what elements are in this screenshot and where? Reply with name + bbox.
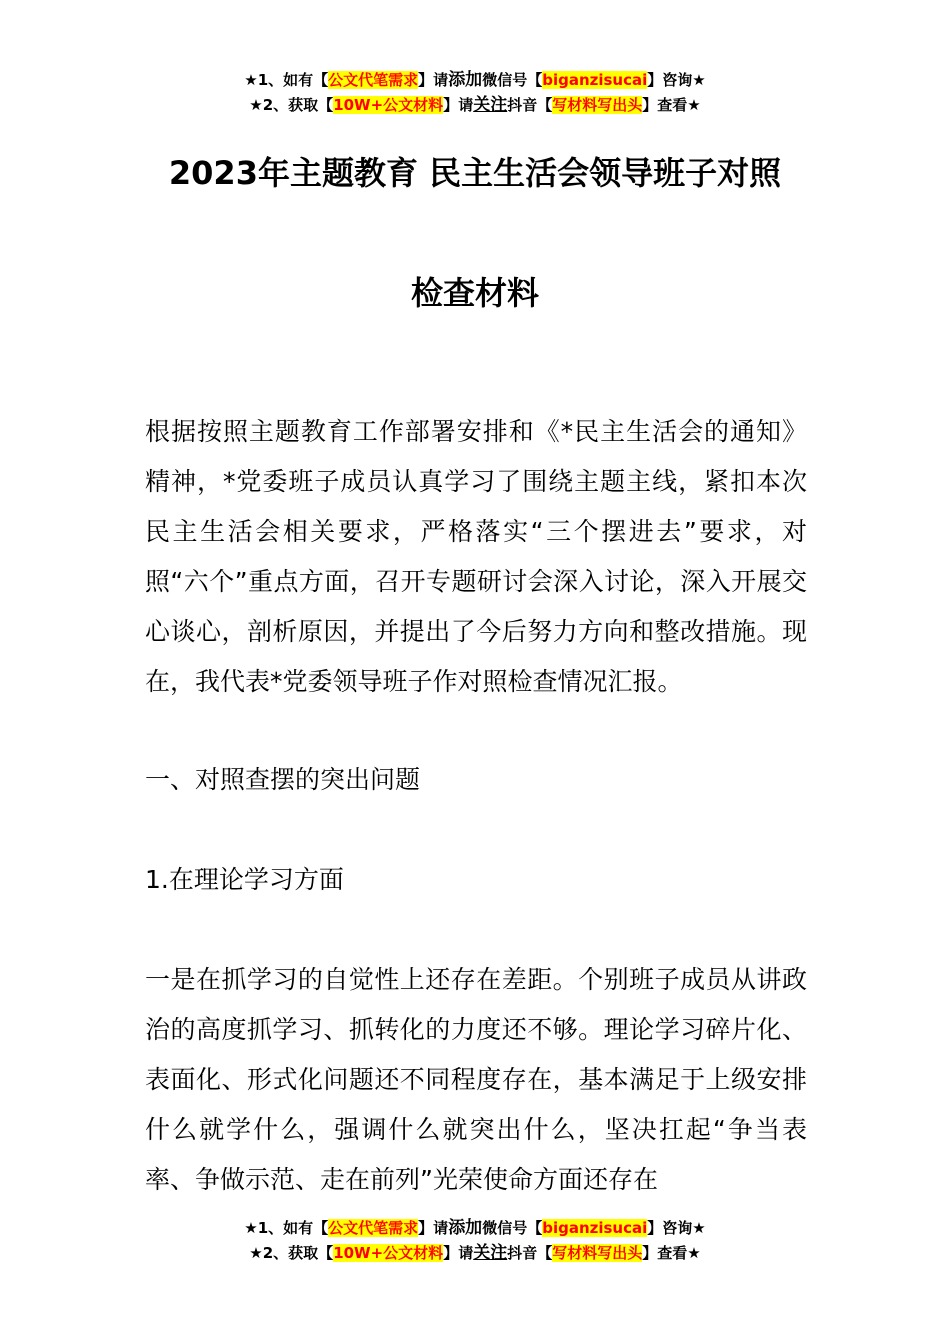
banner-text: ★1、如有【	[244, 71, 329, 89]
banner-highlight: 公文代笔需求	[328, 71, 419, 89]
banner-text: ★2、获取【	[249, 96, 334, 114]
banner-text: 抖音【	[507, 1244, 553, 1262]
banner-text: 】请	[443, 1244, 474, 1262]
banner-highlight: 写材料写出头	[552, 96, 643, 114]
footer-banner	[0, 1216, 950, 1266]
banner-line-2	[0, 1241, 950, 1266]
banner-text: ★2、获取【	[249, 1244, 334, 1262]
banner-text: 】咨询★	[647, 71, 706, 89]
banner-text: 】咨询★	[647, 1219, 706, 1237]
banner-emphasis: 添加	[448, 70, 483, 90]
banner-emphasis: 添加	[448, 1218, 483, 1238]
subsection-heading: 1.在理论学习方面	[145, 865, 344, 894]
banner-line-2	[0, 93, 950, 118]
banner-line-1	[0, 68, 950, 93]
banner-text: 】请	[418, 71, 449, 89]
banner-text: 】查看★	[642, 96, 701, 114]
document-title-line-2: 检查材料	[410, 274, 539, 312]
subsection-paragraph: 一是在抓学习的自觉性上还存在差距。个别班子成员从讲政治的高度抓学习、抓转化的力度还不够。理论学习碎片化、表面化、形式化问题还不同程度存在，基本满足于上级安排什么就学什么，强调什么就突出什么，坚决扛起“争当表率、争做示范、走在前列”光荣使命方面还存在	[145, 965, 807, 1194]
banner-highlight: 公文代笔需求	[328, 1219, 419, 1237]
banner-emphasis: 关注	[473, 1243, 508, 1263]
document-title-line-1: 2023年主题教育 民主生活会领导班子对照	[168, 154, 782, 192]
banner-highlight: biganzisucai	[542, 71, 648, 89]
banner-line-1	[0, 1216, 950, 1241]
banner-text: 】请	[443, 96, 474, 114]
header-banner	[0, 68, 950, 118]
banner-highlight: 写材料写出头	[552, 1244, 643, 1262]
intro-paragraph: 根据按照主题教育工作部署安排和《*民主生活会的通知》精神，*党委班子成员认真学习了围绕主题主线，紧扣本次民主生活会相关要求，严格落实“三个摆进去”要求，对照“六个”重点方面，召开专题研讨会深入讨论，深入开展交心谈心，剖析原因，并提出了今后努力方向和整改措施。现在，我代表*党委领导班子作对照检查情况汇报。	[145, 417, 807, 696]
banner-text: 】查看★	[642, 1244, 701, 1262]
banner-text: 】请	[418, 1219, 449, 1237]
banner-text: 抖音【	[507, 96, 553, 114]
banner-text: ★1、如有【	[244, 1219, 329, 1237]
banner-highlight: 10W+公文材料	[333, 1244, 444, 1262]
section-heading: 一、对照查摆的突出问题	[145, 765, 421, 794]
banner-emphasis: 关注	[473, 95, 508, 115]
banner-text: 微信号【	[482, 1219, 543, 1237]
banner-highlight: 10W+公文材料	[333, 96, 444, 114]
banner-highlight: biganzisucai	[542, 1219, 648, 1237]
banner-text: 微信号【	[482, 71, 543, 89]
